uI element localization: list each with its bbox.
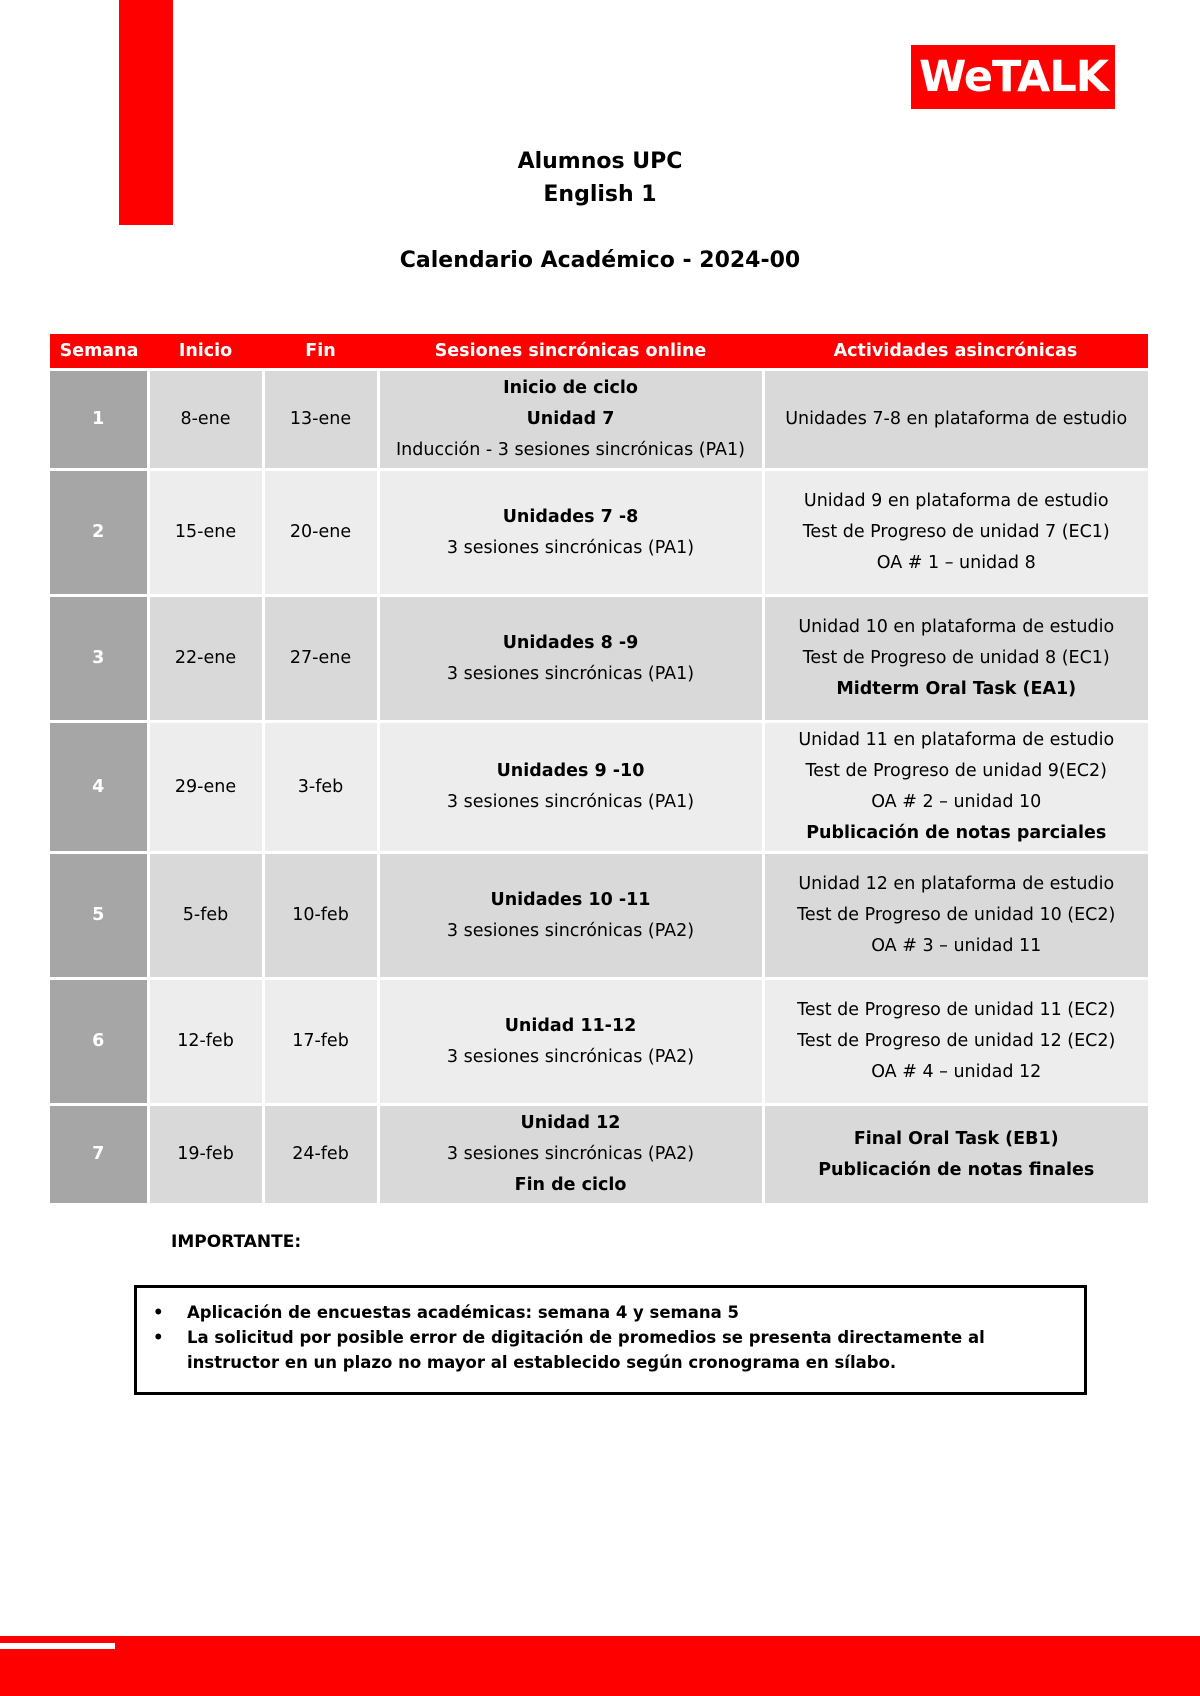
cell-semana: 1 [50,370,148,470]
cell-inicio: 22-ene [148,596,263,722]
cell-fin: 13-ene [263,370,378,470]
table-row [50,979,1148,1105]
session-line: 3 sesiones sincrónicas (PA1) [446,663,695,684]
session-line: Inducción - 3 sesiones sincrónicas (PA1) [396,440,745,460]
document-titles [0,145,1200,277]
cell-actividades [763,722,1148,853]
cell-actividades [763,370,1148,470]
title-students: Alumnos UPC [517,149,683,174]
cell-fin: 24-feb [263,1105,378,1205]
session-line: 3 sesiones sincrónicas (PA2) [446,1144,695,1164]
activity-line: Test de Progreso de unidad 12 (EC2) [797,1031,1116,1051]
session-line: Inicio de ciclo [503,378,638,398]
header-actividades: Actividades asincrónicas [763,334,1148,370]
cell-sesiones [378,979,763,1105]
cell-semana: 5 [50,853,148,979]
table-row [50,1105,1148,1205]
cell-inicio: 5-feb [148,853,263,979]
activity-line: Midterm Oral Task (EA1) [836,679,1077,699]
activity-line: Unidad 9 en plataforma de estudio [803,491,1109,511]
activity-line: Unidad 12 en plataforma de estudio [798,874,1115,894]
table-row [50,596,1148,722]
cell-fin: 20-ene [263,470,378,596]
table-row [50,853,1148,979]
activity-line: Unidades 7-8 en plataforma de estudio [785,409,1128,429]
cell-inicio: 15-ene [148,470,263,596]
cell-inicio: 19-feb [148,1105,263,1205]
header-inicio: Inicio [148,334,263,370]
session-line: 3 sesiones sincrónicas (PA2) [446,920,695,941]
session-line: Unidades 7 -8 [502,506,639,527]
cell-sesiones [378,470,763,596]
cell-semana: 3 [50,596,148,722]
activity-line: Publicación de notas finales [818,1159,1095,1180]
activity-line: Publicación de notas parciales [806,823,1107,843]
activity-line: Unidad 10 en plataforma de estudio [798,617,1115,637]
cell-inicio: 12-feb [148,979,263,1105]
activity-line: Test de Progreso de unidad 7 (EC1) [802,522,1110,542]
activity-line: OA # 4 – unidad 12 [871,1062,1042,1082]
activity-line: Test de Progreso de unidad 10 (EC2) [797,905,1116,925]
list-item: • La solicitud por posible error de digitación de promedios se presenta directamente al instructor en un plazo no mayor al establecido según cronograma en sílabo. [187,1325,1064,1375]
cell-inicio: 29-ene [148,722,263,853]
academic-calendar-table [50,334,1148,1206]
cell-fin: 3-feb [263,722,378,853]
cell-semana: 4 [50,722,148,853]
cell-actividades [763,470,1148,596]
cell-semana: 2 [50,470,148,596]
activity-line: Test de Progreso de unidad 11 (EC2) [797,1000,1116,1020]
session-line: Unidad 7 [526,409,615,429]
session-line: Unidad 11-12 [504,1015,637,1036]
title-calendar: Calendario Académico - 2024-00 [399,248,801,273]
session-line: Fin de ciclo [514,1175,627,1195]
cell-sesiones [378,853,763,979]
activity-line: Test de Progreso de unidad 8 (EC1) [802,648,1110,668]
activity-line: Test de Progreso de unidad 9(EC2) [805,761,1107,781]
session-line: 3 sesiones sincrónicas (PA2) [446,1046,695,1067]
cell-semana: 6 [50,979,148,1105]
session-line: 3 sesiones sincrónicas (PA1) [446,537,695,558]
important-label: IMPORTANTE: [171,1232,302,1252]
table-header-row [50,334,1148,370]
activity-line: OA # 2 – unidad 10 [871,792,1042,812]
session-line: Unidad 12 [520,1113,621,1133]
table-row [50,370,1148,470]
cell-actividades [763,596,1148,722]
cell-actividades [763,853,1148,979]
cell-fin: 10-feb [263,853,378,979]
header-semana: Semana [50,334,148,370]
header-sesiones: Sesiones sincrónicas online [378,334,763,370]
session-line: 3 sesiones sincrónicas (PA1) [446,792,695,812]
activity-line: OA # 1 – unidad 8 [876,553,1036,573]
bottom-white-line [0,1643,115,1649]
cell-sesiones [378,722,763,853]
cell-semana: 7 [50,1105,148,1205]
activity-line: Unidad 11 en plataforma de estudio [798,730,1115,750]
activity-line: OA # 3 – unidad 11 [871,936,1042,956]
table-row [50,722,1148,853]
session-line: Unidades 8 -9 [502,632,639,653]
cell-actividades [763,1105,1148,1205]
cell-sesiones [378,1105,763,1205]
logo-text: WeTALK [919,51,1109,102]
activity-line: Final Oral Task (EB1) [853,1128,1059,1149]
session-line: Unidades 9 -10 [496,761,645,781]
bottom-red-bar [0,1636,1200,1696]
cell-fin: 27-ene [263,596,378,722]
list-item: • Aplicación de encuestas académicas: semana 4 y semana 5 [187,1300,1064,1325]
table-row [50,470,1148,596]
cell-fin: 17-feb [263,979,378,1105]
session-line: Unidades 10 -11 [490,889,651,910]
header-fin: Fin [263,334,378,370]
cell-actividades [763,979,1148,1105]
cell-sesiones [378,370,763,470]
cell-inicio: 8-ene [148,370,263,470]
wetalk-logo [911,45,1115,109]
title-course: English 1 [543,182,657,207]
important-notes-box [134,1285,1087,1395]
cell-sesiones [378,596,763,722]
